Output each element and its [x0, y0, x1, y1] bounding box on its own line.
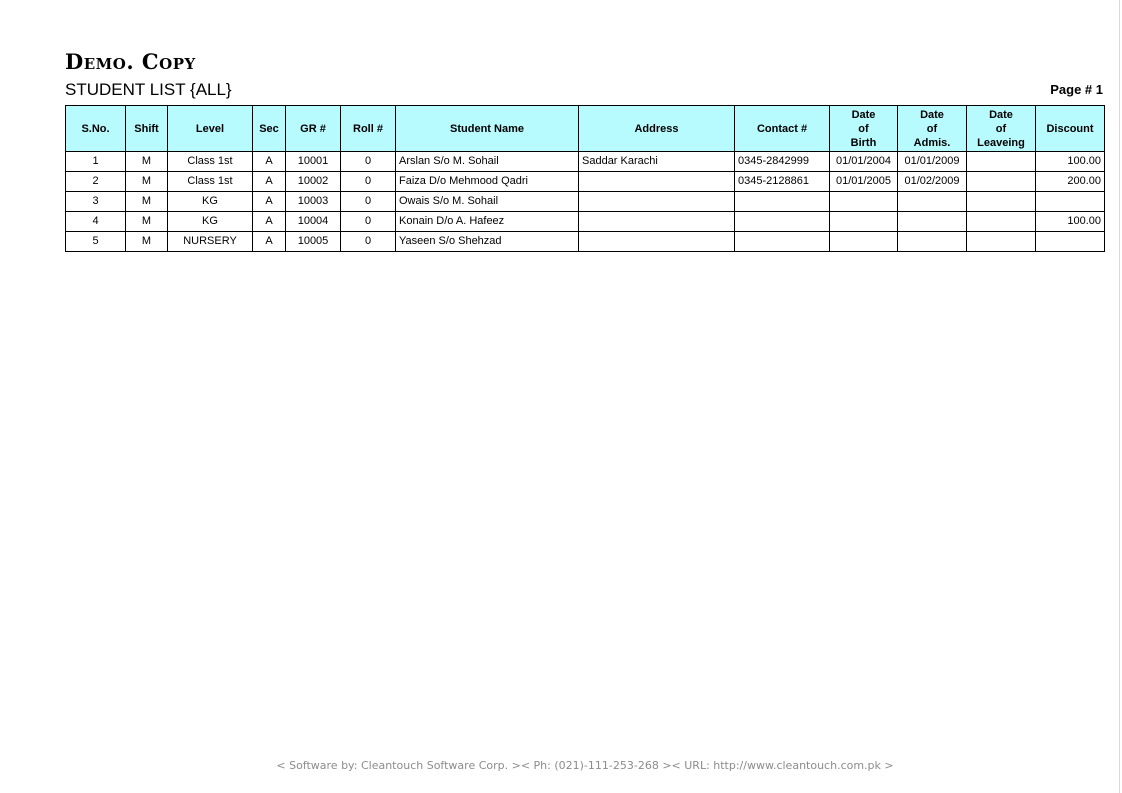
cell-sno: 1 — [66, 152, 126, 172]
cell-gr: 10003 — [286, 192, 341, 212]
cell-address: Saddar Karachi — [579, 152, 735, 172]
column-header-shift: Shift — [126, 106, 168, 152]
cell-discount — [1036, 232, 1105, 252]
cell-address — [579, 232, 735, 252]
table-row — [66, 172, 1105, 192]
cell-contact: 0345-2128861 — [735, 172, 830, 192]
cell-level: NURSERY — [168, 232, 253, 252]
cell-date-of-admission — [898, 192, 967, 212]
cell-sec: A — [253, 192, 286, 212]
cell-student-name: Owais S/o M. Sohail — [396, 192, 579, 212]
cell-gr: 10005 — [286, 232, 341, 252]
cell-sno: 3 — [66, 192, 126, 212]
column-header-date-of-birth: Date of Birth — [830, 106, 898, 152]
cell-roll: 0 — [341, 232, 396, 252]
cell-contact: 0345-2842999 — [735, 152, 830, 172]
table-body — [66, 152, 1105, 252]
cell-sno: 2 — [66, 172, 126, 192]
report-title: STUDENT LIST {ALL} — [65, 80, 232, 99]
cell-contact — [735, 232, 830, 252]
cell-address — [579, 172, 735, 192]
cell-address — [579, 192, 735, 212]
table-row — [66, 212, 1105, 232]
table-row — [66, 232, 1105, 252]
cell-sno: 5 — [66, 232, 126, 252]
table-header-row — [66, 106, 1105, 152]
cell-discount: 100.00 — [1036, 212, 1105, 232]
cell-date-of-birth — [830, 192, 898, 212]
cell-contact — [735, 192, 830, 212]
software-footer: < Software by: Cleantouch Software Corp. >< Ph: (021)-111-253-268 >< URL: http://www.cleantouch.com.pk > — [276, 759, 894, 772]
cell-date-of-birth: 01/01/2005 — [830, 172, 898, 192]
column-header-discount: Discount — [1036, 106, 1105, 152]
cell-discount: 100.00 — [1036, 152, 1105, 172]
cell-gr: 10001 — [286, 152, 341, 172]
cell-date-of-leaving — [967, 232, 1036, 252]
cell-gr: 10004 — [286, 212, 341, 232]
cell-date-of-admission — [898, 232, 967, 252]
column-header-sno: S.No. — [66, 106, 126, 152]
cell-gr: 10002 — [286, 172, 341, 192]
cell-student-name: Yaseen S/o Shehzad — [396, 232, 579, 252]
cell-level: Class 1st — [168, 172, 253, 192]
student-list-table — [65, 105, 1105, 252]
cell-date-of-birth — [830, 232, 898, 252]
cell-date-of-birth — [830, 212, 898, 232]
table-row — [66, 152, 1105, 172]
cell-date-of-birth: 01/01/2004 — [830, 152, 898, 172]
cell-roll: 0 — [341, 192, 396, 212]
cell-student-name: Faiza D/o Mehmood Qadri — [396, 172, 579, 192]
cell-date-of-admission: 01/02/2009 — [898, 172, 967, 192]
cell-roll: 0 — [341, 172, 396, 192]
cell-student-name: Arslan S/o M. Sohail — [396, 152, 579, 172]
column-header-student-name: Student Name — [396, 106, 579, 152]
cell-sno: 4 — [66, 212, 126, 232]
cell-date-of-leaving — [967, 192, 1036, 212]
cell-date-of-leaving — [967, 172, 1036, 192]
column-header-date-of-leaving: Date of Leaveing — [967, 106, 1036, 152]
cell-roll: 0 — [341, 212, 396, 232]
cell-student-name: Konain D/o A. Hafeez — [396, 212, 579, 232]
column-header-contact: Contact # — [735, 106, 830, 152]
column-header-level: Level — [168, 106, 253, 152]
column-header-roll: Roll # — [341, 106, 396, 152]
cell-address — [579, 212, 735, 232]
cell-shift: M — [126, 212, 168, 232]
cell-date-of-leaving — [967, 212, 1036, 232]
cell-contact — [735, 212, 830, 232]
cell-shift: M — [126, 152, 168, 172]
cell-sec: A — [253, 212, 286, 232]
cell-level: Class 1st — [168, 152, 253, 172]
cell-shift: M — [126, 192, 168, 212]
column-header-sec: Sec — [253, 106, 286, 152]
table-row — [66, 192, 1105, 212]
column-header-address: Address — [579, 106, 735, 152]
cell-sec: A — [253, 172, 286, 192]
page-edge-line — [1119, 0, 1120, 793]
cell-discount: 200.00 — [1036, 172, 1105, 192]
column-header-gr: GR # — [286, 106, 341, 152]
cell-shift: M — [126, 172, 168, 192]
cell-level: KG — [168, 212, 253, 232]
cell-sec: A — [253, 152, 286, 172]
page-number: Page # 1 — [1050, 82, 1103, 97]
cell-discount — [1036, 192, 1105, 212]
cell-roll: 0 — [341, 152, 396, 172]
column-header-date-of-admission: Date of Admis. — [898, 106, 967, 152]
cell-shift: M — [126, 232, 168, 252]
cell-sec: A — [253, 232, 286, 252]
cell-date-of-admission: 01/01/2009 — [898, 152, 967, 172]
demo-copy-label: Demo. Copy — [65, 49, 196, 74]
cell-date-of-leaving — [967, 152, 1036, 172]
cell-date-of-admission — [898, 212, 967, 232]
cell-level: KG — [168, 192, 253, 212]
